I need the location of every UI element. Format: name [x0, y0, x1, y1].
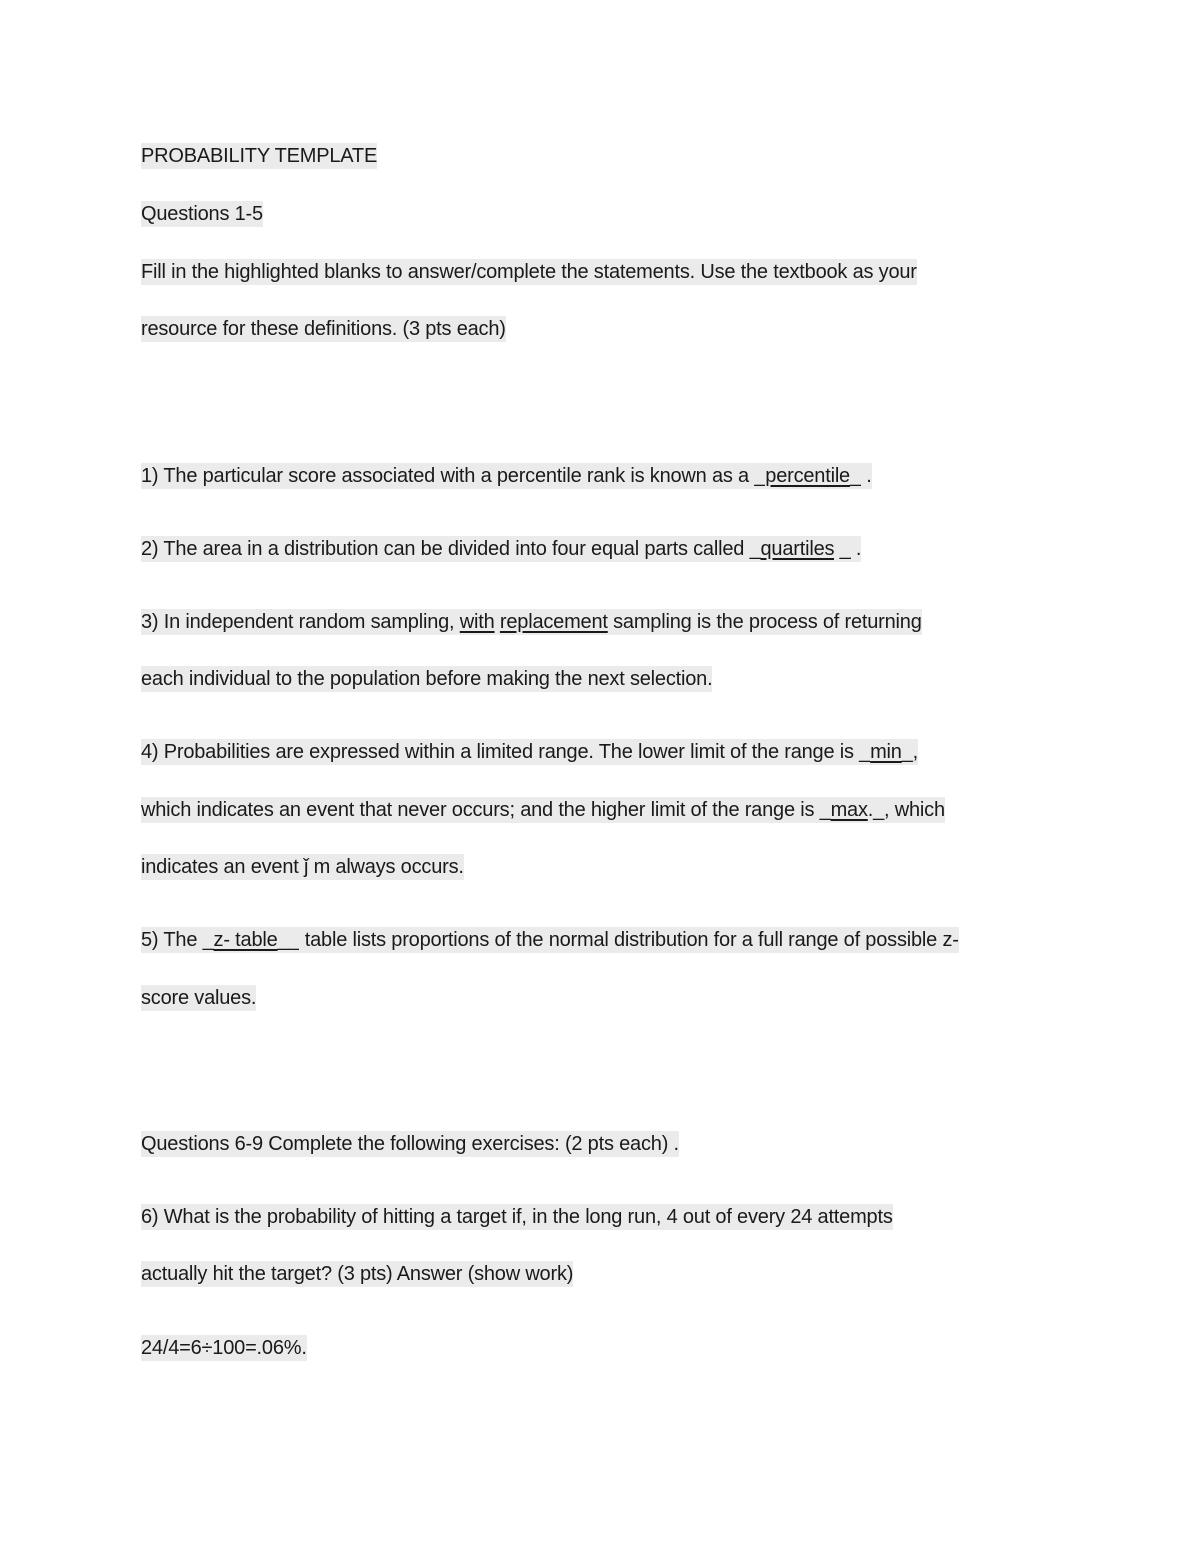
question-1-pre-blank: _ — [754, 465, 766, 487]
question-4-line-1 — [141, 738, 918, 766]
question-4-min-post: _, — [901, 741, 918, 763]
question-4-line-2 — [141, 796, 945, 824]
question-2-prefix: 2) The area in a distribution can be divided into four equal parts called — [141, 538, 750, 560]
question-6-work-text: 24/4=6÷100=.06%. — [141, 1337, 307, 1359]
question-4-max-pre: _ — [819, 799, 831, 821]
question-3-line-1-suffix: sampling is the process of returning — [607, 611, 922, 633]
section2-heading — [141, 1130, 679, 1158]
section1-heading — [141, 200, 263, 228]
question-4-min-answer: min — [870, 741, 902, 763]
question-2-suffix: . — [850, 538, 862, 560]
question-5-line-1-suffix: table lists proportions of the normal distribution for a full range of possible z- — [299, 929, 959, 951]
question-4-line-2-prefix: which indicates an event that never occurs; and the higher limit of the range is — [141, 799, 820, 821]
question-5-answer: z- table — [213, 929, 278, 951]
question-3-answer-replacement: replacement — [499, 611, 608, 633]
question-5-post-blank: __ — [277, 929, 300, 951]
instructions-line-2-text: resource for these definitions. (3 pts each) — [141, 318, 506, 340]
section2-heading-text: Questions 6-9 Complete the following exercises: (2 pts each) . — [141, 1133, 679, 1155]
question-5-line-1 — [141, 926, 959, 954]
question-3-prefix: 3) In independent random sampling, — [141, 611, 460, 633]
section1-heading-text: Questions 1-5 — [141, 203, 263, 225]
instructions-line-2 — [141, 315, 506, 343]
question-6-line-1-text: 6) What is the probability of hitting a target if, in the long run, 4 out of every 24 attempts — [141, 1206, 893, 1228]
document-title-text: PROBABILITY TEMPLATE — [141, 145, 378, 167]
question-3-answer-with: with — [459, 611, 495, 633]
question-1-post-blank: _ — [850, 465, 861, 487]
question-1-prefix: 1) The particular score associated with a percentile rank is known as a — [141, 465, 755, 487]
question-3-line-2 — [141, 665, 712, 693]
question-6-line-2-text: actually hit the target? (3 pts) Answer (show work) — [141, 1263, 574, 1285]
question-6-line-2 — [141, 1260, 573, 1288]
question-4-line-3 — [141, 853, 464, 881]
question-1-suffix: . — [860, 465, 872, 487]
document-title — [141, 142, 377, 170]
instructions-line-1 — [141, 258, 917, 286]
question-2 — [141, 535, 861, 563]
question-4-max-post: ._, which — [867, 799, 945, 821]
question-4-line-3-text: indicates an event ǰ m always occurs. — [141, 856, 464, 878]
instructions-line-1-text: Fill in the highlighted blanks to answer/complete the statements. Use the textbook as your — [141, 261, 917, 283]
question-3-line-1 — [141, 608, 922, 636]
question-5-prefix: 5) The — [141, 929, 203, 951]
question-1-answer: percentile — [765, 465, 850, 487]
question-5-pre-blank: _ — [202, 929, 214, 951]
question-4-max-answer: max — [830, 799, 868, 821]
question-2-answer: quartiles — [760, 538, 835, 560]
question-4-line-1-prefix: 4) Probabilities are expressed within a limited range. The lower limit of the range is — [141, 741, 860, 763]
question-2-pre-blank: _ — [749, 538, 761, 560]
question-3-line-2-text: each individual to the population before making the next selection. — [141, 668, 713, 690]
question-6-work — [141, 1334, 307, 1362]
question-1 — [141, 462, 872, 490]
question-5-line-2-text: score values. — [141, 987, 257, 1009]
question-6-line-1 — [141, 1203, 893, 1231]
question-2-post-blank: _ — [834, 538, 851, 560]
question-5-line-2 — [141, 984, 256, 1012]
question-4-min-pre: _ — [859, 741, 871, 763]
